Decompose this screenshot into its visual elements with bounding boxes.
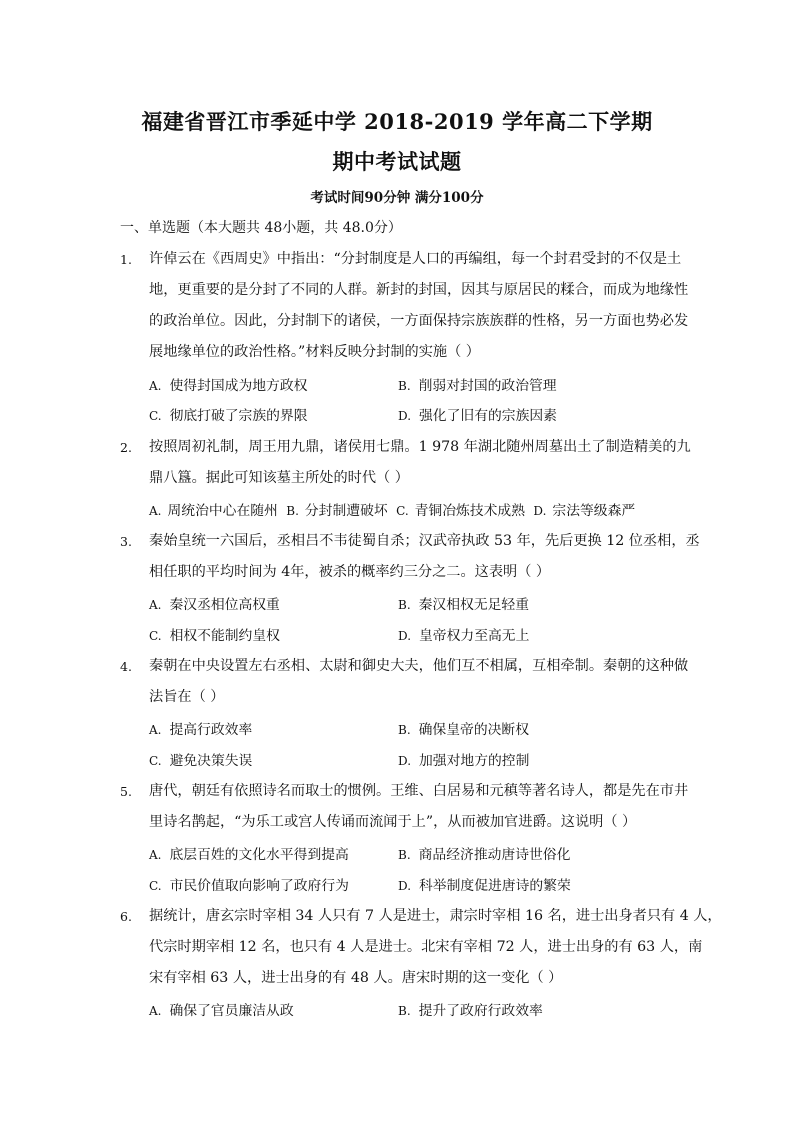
option-text: 宗法等级森严 xyxy=(552,503,636,519)
option-letter: D. xyxy=(533,504,547,518)
option-c[interactable] xyxy=(149,874,349,894)
option-letter: D. xyxy=(398,409,412,423)
option-letter: B. xyxy=(286,504,299,518)
exam-title-line2: 期中考试试题 xyxy=(332,149,462,174)
option-letter: B. xyxy=(398,723,411,737)
question-text-line: 据统计，唐玄宗时宰相 34 人只有 7 人是进士，肃宗时宰相 16 名，进士出身者只有 4 人， xyxy=(149,908,722,924)
question-text-line: 相任职的平均时间为 4年，被杀的概率约三分之二。这表明（ ） xyxy=(149,564,551,580)
option-a[interactable] xyxy=(149,374,307,394)
option-d[interactable] xyxy=(398,749,529,769)
option-a[interactable] xyxy=(149,503,282,519)
option-b[interactable] xyxy=(398,999,543,1019)
option-a[interactable] xyxy=(149,843,349,863)
section-heading: 一、单选题（本大题共 48小题，共 48.0分） xyxy=(120,220,402,236)
option-b[interactable] xyxy=(398,843,570,863)
option-text: 提高行政效率 xyxy=(169,722,253,738)
question-text-line: 鼎八簋。据此可知该墓主所处的时代（ ） xyxy=(149,470,409,486)
option-b[interactable] xyxy=(286,503,391,519)
question-text-line: 法旨在（ ） xyxy=(149,689,225,705)
question-number: 2. xyxy=(120,440,132,455)
option-a[interactable] xyxy=(149,593,280,613)
option-a[interactable] xyxy=(149,999,294,1019)
option-a[interactable] xyxy=(149,718,252,738)
option-text: 彻底打破了宗族的界限 xyxy=(169,408,308,424)
option-text: 确保皇帝的决断权 xyxy=(418,722,530,738)
option-d[interactable] xyxy=(398,874,571,894)
option-c[interactable] xyxy=(149,749,252,769)
option-letter: B. xyxy=(398,379,411,393)
question-number: 6. xyxy=(120,909,132,924)
option-text: 加强对地方的控制 xyxy=(419,753,530,769)
option-letter: B. xyxy=(398,848,411,862)
option-text: 秦汉丞相位高权重 xyxy=(169,597,280,613)
question-text-line: 的政治单位。因此，分封制下的诸侯，一方面保持宗族族群的性格，另一方面也势必发 xyxy=(149,313,689,329)
option-b[interactable] xyxy=(398,593,529,613)
option-letter: C. xyxy=(149,409,162,423)
option-b[interactable] xyxy=(398,374,557,394)
option-letter: D. xyxy=(398,754,412,768)
question-text-line: 展地缘单位的政治性格。”材料反映分封制的实施（ ） xyxy=(149,344,480,360)
question-text-line: 秦始皇统一六国后，丞相吕不韦徒蜀自杀；汉武帝执政 53 年，先后更换 12 位丞相，丞 xyxy=(149,533,700,549)
option-text: 分封制遭破坏 xyxy=(304,503,388,519)
option-d[interactable] xyxy=(398,624,529,644)
option-letter: C. xyxy=(149,879,162,893)
option-text: 周统治中心在随州 xyxy=(167,503,278,519)
option-text: 秦汉相权无足轻重 xyxy=(418,597,530,613)
option-letter: A. xyxy=(149,723,162,737)
option-d[interactable] xyxy=(533,503,639,519)
option-letter: A. xyxy=(149,504,162,518)
option-letter: A. xyxy=(149,848,162,862)
question-number: 5. xyxy=(120,784,132,799)
question-text-line: 按照周初礼制，周王用九鼎，诸侯用七鼎。1 978 年湖北随州周墓出土了制造精美的九 xyxy=(149,439,691,455)
exam-title-line1: 福建省晋江市季延中学 2018-2019 学年高二下学期 xyxy=(141,109,653,134)
option-text: 底层百姓的文化水平得到提高 xyxy=(169,847,349,863)
exam-subtitle: 考试时间90分钟 满分100分 xyxy=(310,190,484,206)
option-c[interactable] xyxy=(149,624,280,644)
question-text-line: 秦朝在中央设置左右丞相、太尉和御史大夫，他们互不相属，互相牵制。秦朝的这种做 xyxy=(149,658,689,674)
question-text-line: 地，更重要的是分封了不同的人群。新封的封国，因其与原居民的糅合，而成为地缘性 xyxy=(149,282,689,298)
question-text-line: 唐代，朝廷有依照诗名而取士的惯例。王维、白居易和元稹等著名诗人，都是先在市井 xyxy=(149,783,689,799)
question-text-line: 许倬云在《西周史》中指出：“分封制度是人口的再编组，每一个封君受封的不仅是土 xyxy=(149,251,682,267)
option-text: 避免决策失误 xyxy=(169,753,253,769)
option-text: 商品经济推动唐诗世俗化 xyxy=(418,847,571,863)
option-letter: D. xyxy=(398,629,412,643)
option-letter: B. xyxy=(398,598,411,612)
option-letter: A. xyxy=(149,379,162,393)
question-text-line: 里诗名鹊起，“为乐工或宫人传诵而流闻于上”，从而被加官进爵。这说明（ ） xyxy=(149,814,637,830)
option-text: 相权不能制约皇权 xyxy=(169,628,280,644)
option-c[interactable] xyxy=(149,404,308,424)
question-number: 4. xyxy=(120,659,132,674)
option-letter: A. xyxy=(149,598,162,612)
question-number: 3. xyxy=(120,534,132,549)
option-text: 科举制度促进唐诗的繁荣 xyxy=(419,878,571,894)
option-c[interactable] xyxy=(396,503,529,519)
option-letter: B. xyxy=(398,1004,411,1018)
option-text: 青铜冶炼技术成熟 xyxy=(414,503,526,519)
option-letter: C. xyxy=(149,754,162,768)
option-text: 强化了旧有的宗族因素 xyxy=(419,408,557,424)
option-letter: A. xyxy=(149,1004,162,1018)
option-text: 确保了官员廉洁从政 xyxy=(169,1003,294,1019)
option-d[interactable] xyxy=(398,404,557,424)
option-b[interactable] xyxy=(398,718,529,738)
option-letter: C. xyxy=(396,504,409,518)
option-text: 使得封国成为地方政权 xyxy=(169,378,308,394)
option-text: 提升了政府行政效率 xyxy=(418,1003,543,1019)
option-text: 皇帝权力至高无上 xyxy=(419,628,530,644)
option-letter: D. xyxy=(398,879,412,893)
question-number: 1. xyxy=(120,252,132,267)
option-text: 削弱对封国的政治管理 xyxy=(418,378,557,394)
option-row xyxy=(149,499,639,519)
option-letter: C. xyxy=(149,629,162,643)
question-text-line: 代宗时期宰相 12 名，也只有 4 人是进士。北宋有宰相 72 人，进士出身的有 63 人，南 xyxy=(149,939,703,955)
question-text-line: 宋有宰相 63 人，进士出身的有 48 人。唐宋时期的这一变化（ ） xyxy=(149,970,563,986)
option-text: 市民价值取向影响了政府行为 xyxy=(169,878,349,894)
